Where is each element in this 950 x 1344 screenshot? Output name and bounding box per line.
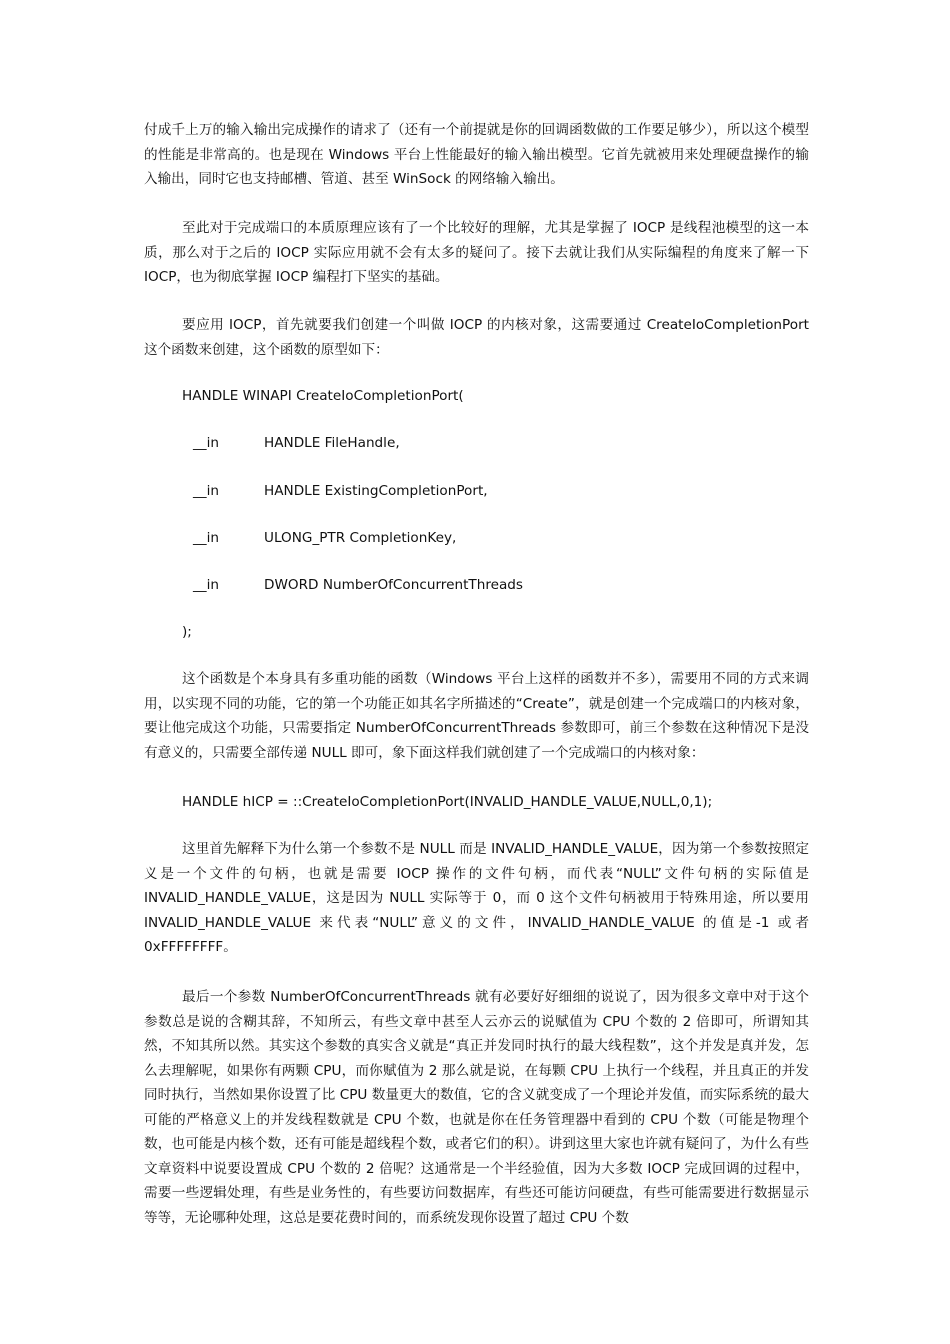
param-file-handle: HANDLE FileHandle, — [264, 435, 400, 451]
paragraph-function-usage: 这个函数是个本身具有多重功能的函数（Windows 平台上这样的函数并不多），需要用不同的方式来调用，以实现不同的功能，它的第一个功能正如其名字所描述的“Create”，就是创建一个完成端口的内核对象，要让他完成这个功能，只需要指定 NumberOfConcurrentThreads 参数即可，前三个参数在这种情况下是没有意义的，只需要全部传递 NULL 即可，象下面这样我们就创建了一个完成端口的内核对象： — [144, 671, 809, 761]
paragraph-create-iocp-intro: 要应用 IOCP，首先就要我们创建一个叫做 IOCP 的内核对象，这需要通过 CreateIoCompletionPort 这个函数来创建，这个函数的原型如下： — [144, 317, 809, 358]
param-keyword: __in — [193, 435, 219, 451]
example-call: HANDLE hICP = ::CreateIoCompletionPort(INVALID_HANDLE_VALUE,NULL,0,1); — [182, 794, 713, 810]
param-keyword: __in — [193, 530, 219, 546]
prototype-signature: HANDLE WINAPI CreateIoCompletionPort( — [182, 388, 464, 404]
paragraph-invalid-handle: 这里首先解释下为什么第一个参数不是 NULL 而是 INVALID_HANDLE_VALUE，因为第一个参数按照定义是一个文件的句柄，也就是需要 IOCP 操作的文件句柄，而代表“NULL”文件句柄的实际值是 INVALID_HANDLE_VALUE，这是因为 NULL 实际等于 0，而 0 这个文件句柄被用于特殊用途，所以要用 INVALID_HANDLE_VALUE 来代表“NULL”意义的文件，INVALID_HANDLE_VALUE 的值是-1 或者 0xFFFFFFFF。 — [144, 841, 809, 955]
prototype-close: ); — [182, 624, 192, 640]
param-concurrent-threads: DWORD NumberOfConcurrentThreads — [264, 577, 524, 593]
paragraph-concurrent-threads: 最后一个参数 NumberOfConcurrentThreads 就有必要好好细细的说说了，因为很多文章中对于这个参数总是说的含糊其辞，不知所云，有些文章中甚至人云亦云的说赋值为 CPU 个数的 2 倍即可，所谓知其然，不知其所以然。其实这个参数的真实含义就是“真正并发同时执行的最大线程数”，这个并发是真并发，怎么去理解呢，如果你有两颗 CPU，而你赋值为 2 那么就是说，在每颗 CPU 上执行一个线程，并且真正的并发同时执行，当然如果你设置了比 CPU 数量更大的数值，它的含义就变成了一个理论并发值，而实际系统的最大可能的严格意义上的并发线程数就是 CPU 个数，也就是你在任务管理器中看到的 CPU 个数（可能是物理个数，也可能是内核个数，还有可能是超线程个数，或者它们的积）。讲到这里大家也许就有疑问了，为什么有些文章资料中说要设置成 CPU 个数的 2 倍呢？这通常是一个半经验值，因为大多数 IOCP 完成回调的过程中，需要一些逻辑处理，有些是业务性的，有些要访问数据库，有些还可能访问硬盘，有些可能需要进行数据显示等等，无论哪种处理，这总是要花费时间的，而系统发现你设置了超过 CPU 个数 — [144, 989, 809, 1226]
param-keyword: __in — [193, 577, 219, 593]
param-completion-key: ULONG_PTR CompletionKey, — [264, 530, 457, 546]
paragraph-iocp-performance: 付成千上万的输入输出完成操作的请求了（还有一个前提就是你的回调函数做的工作要足够少），所以这个模型的性能是非常高的。也是现在 Windows 平台上性能最好的输入输出模型。它首先就被用来处理硬盘操作的输入输出，同时它也支持邮槽、管道、甚至 WinSock 的网络输入输出。 — [144, 122, 809, 187]
param-keyword: __in — [193, 483, 219, 499]
param-existing-completion-port: HANDLE ExistingCompletionPort, — [264, 483, 488, 499]
paragraph-iocp-essence: 至此对于完成端口的本质原理应该有了一个比较好的理解，尤其是掌握了 IOCP 是线程池模型的这一本质，那么对于之后的 IOCP 实际应用就不会有太多的疑问了。接下去就让我们从实际编程的角度来了解一下 IOCP，也为彻底掌握 IOCP 编程打下坚实的基础。 — [144, 220, 809, 285]
